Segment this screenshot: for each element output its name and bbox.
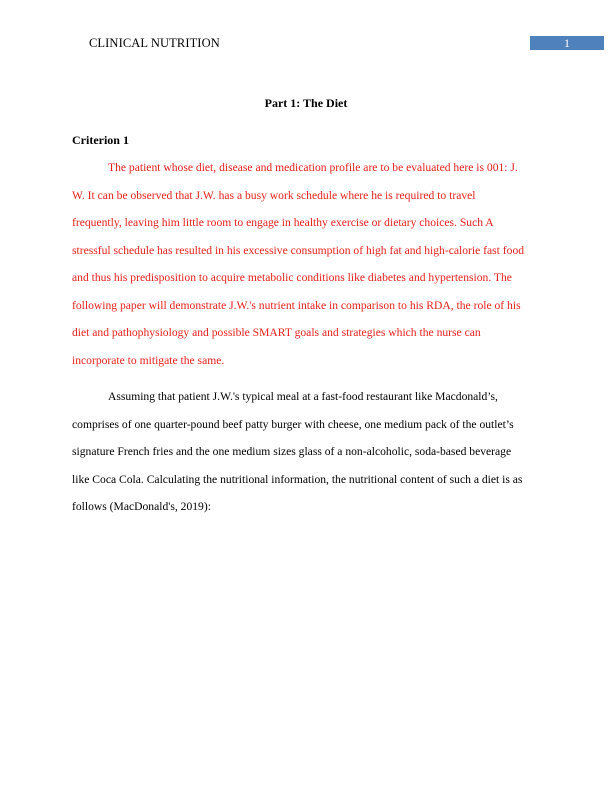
criterion-heading: Criterion 1 — [72, 133, 129, 147]
page-number: 1 — [530, 36, 604, 50]
paragraph-line: signature French fries and the one medium sizes glass of a non-alcoholic, soda-based beverage — [72, 445, 512, 458]
paragraph-line: following paper will demonstrate J.W.'s nutrient intake in comparison to his RDA, the role of his — [72, 298, 521, 312]
paragraph-line: follows (MacDonald's, 2019): — [72, 500, 211, 513]
paragraph-patient-profile — [72, 154, 542, 374]
paragraph-line: The patient whose diet, disease and medication profile are to be evaluated here is 001: J. — [108, 161, 518, 174]
paragraph-line: incorporate to mitigate the same. — [72, 353, 225, 367]
paragraph-line: frequently, leaving him little room to engage in healthy exercise or dietary choices. Such A — [72, 216, 494, 229]
paragraph-line: diet and pathophysiology and possible SMART goals and strategies which the nurse can — [72, 326, 481, 339]
paragraph-line: comprises of one quarter-pound beef patty burger with cheese, one medium pack of the outlet’s — [72, 417, 514, 431]
paragraph-line: W. It can be observed that J.W. has a busy work schedule where he is required to travel — [72, 188, 476, 202]
paragraph-line: and thus his predisposition to acquire metabolic conditions like diabetes and hypertension. The — [72, 271, 512, 284]
paragraph-typical-meal — [72, 383, 542, 521]
running-head: CLINICAL NUTRITION — [89, 36, 220, 50]
paragraph-line: stressful schedule has resulted in his excessive consumption of high fat and high-calorie fast food — [72, 243, 525, 257]
paragraph-line: Assuming that patient J.W.'s typical meal at a fast-food restaurant like Macdonald’s, — [108, 390, 498, 403]
section-title: Part 1: The Diet — [264, 96, 348, 110]
paragraph-line: like Coca Cola. Calculating the nutritional information, the nutritional content of such a diet is as — [72, 472, 523, 486]
